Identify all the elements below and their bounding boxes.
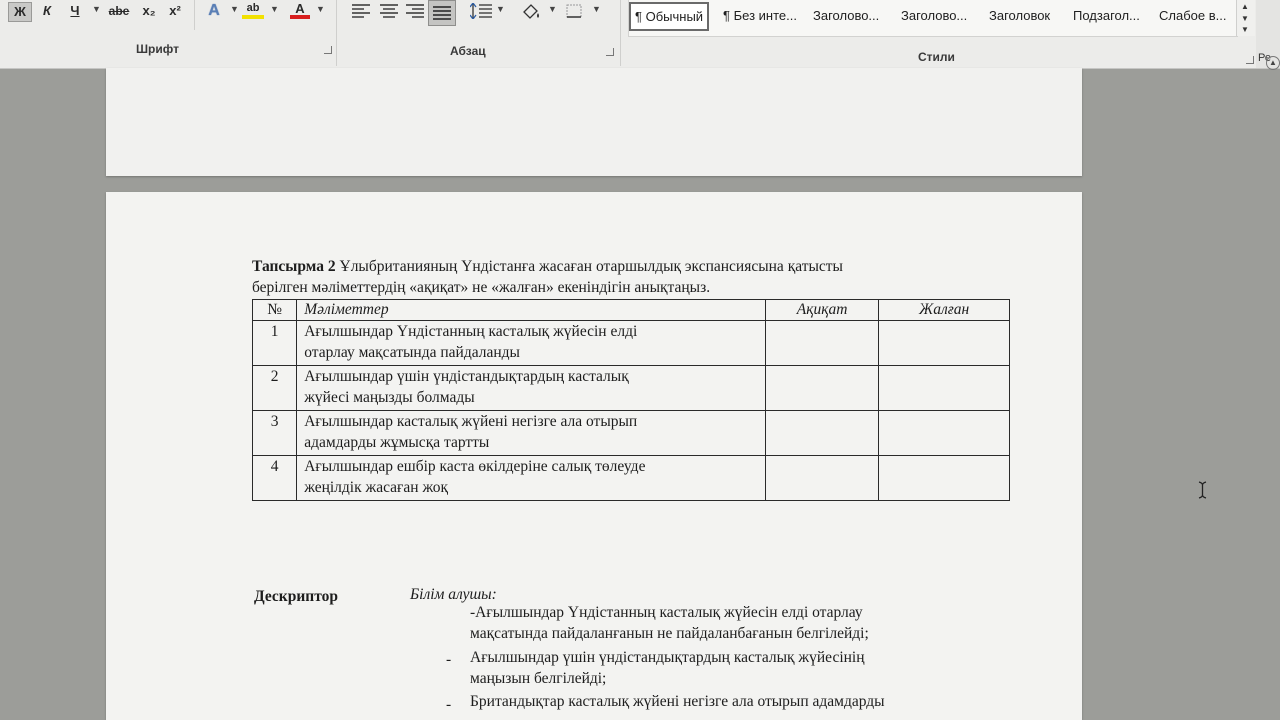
descriptor-line: мақсатында пайдаланғанын не пайдаланбағанын белгілейді; bbox=[470, 625, 869, 642]
row-fact-line: адамдарды жұмысқа тартты bbox=[304, 434, 490, 451]
row-fact-line: Ағылшындар үшін үндістандықтардың касталық bbox=[304, 368, 629, 385]
justify-button[interactable] bbox=[428, 0, 456, 26]
style-heading-1[interactable]: Заголово... bbox=[813, 8, 880, 23]
paragraph-group-label: Абзац bbox=[450, 44, 486, 58]
row-fact[interactable] bbox=[297, 456, 766, 501]
subscript-button[interactable]: x₂ bbox=[142, 3, 156, 18]
shading-icon[interactable] bbox=[520, 2, 544, 20]
row-fact-line: жүйесі маңызды болмады bbox=[304, 389, 475, 406]
header-false: Жалған bbox=[879, 300, 1010, 321]
highlight-color-button[interactable]: ab bbox=[242, 2, 264, 19]
row-fact-line: жеңілдік жасаған жоқ bbox=[304, 479, 449, 496]
row-fact-line: отарлау мақсатында пайдаланды bbox=[304, 344, 520, 361]
gallery-up-icon[interactable]: ▲ bbox=[1241, 2, 1249, 11]
task-heading bbox=[252, 257, 843, 277]
table-row bbox=[253, 411, 1010, 456]
row-true-cell[interactable] bbox=[765, 366, 878, 411]
font-group-label: Шрифт bbox=[136, 42, 179, 56]
descriptor-label: Дескриптор bbox=[254, 588, 338, 605]
header-number: № bbox=[253, 300, 297, 321]
row-false-cell[interactable] bbox=[879, 366, 1010, 411]
line-spacing-icon[interactable] bbox=[470, 3, 492, 19]
ribbon-separator bbox=[336, 0, 337, 66]
highlight-dropdown-icon[interactable]: ▼ bbox=[270, 4, 279, 14]
align-center-icon[interactable] bbox=[380, 4, 398, 18]
task-heading-line2: берілген мәліметтердің «ақиқат» не «жалған» екеніндігін анықтаңыз. bbox=[252, 279, 711, 296]
style-title[interactable]: Заголовок bbox=[989, 8, 1051, 23]
style-normal[interactable]: ¶ Обычный bbox=[629, 2, 709, 31]
text-effects-button[interactable]: A bbox=[208, 2, 220, 19]
align-left-icon[interactable] bbox=[352, 4, 370, 18]
styles-group-label: Стили bbox=[918, 50, 955, 64]
style-subtitle[interactable]: Подзагол... bbox=[1073, 8, 1140, 23]
descriptor-line: Британдықтар касталық жүйені негізге ала отырып адамдарды bbox=[470, 693, 885, 710]
text-cursor-icon bbox=[1198, 481, 1207, 499]
styles-gallery-scroll[interactable] bbox=[1236, 0, 1255, 36]
row-true-cell[interactable] bbox=[765, 456, 878, 501]
descriptor-bullet: - bbox=[446, 651, 452, 668]
replace-label[interactable]: Ре bbox=[1258, 52, 1271, 64]
styles-gallery bbox=[628, 0, 1238, 37]
style-heading-2[interactable]: Заголово... bbox=[901, 8, 968, 23]
row-fact-line: Ағылшындар Үндістанның касталық жүйесін елді bbox=[304, 323, 638, 340]
line-spacing-dropdown-icon[interactable]: ▼ bbox=[496, 4, 505, 14]
gallery-more-icon[interactable]: ▼ bbox=[1241, 25, 1249, 34]
previous-page bbox=[106, 68, 1082, 176]
learner-label: Білім алушы: bbox=[410, 586, 497, 603]
row-true-cell[interactable] bbox=[765, 321, 878, 366]
table-header-row bbox=[253, 300, 1010, 321]
descriptor-line: Ағылшындар үшін үндістандықтардың касталық жүйесінің bbox=[470, 649, 865, 666]
shading-dropdown-icon[interactable]: ▼ bbox=[548, 4, 557, 14]
task-heading-number: Тапсырма 2 bbox=[252, 258, 336, 275]
ribbon bbox=[0, 0, 1280, 69]
align-right-icon[interactable] bbox=[406, 4, 424, 18]
row-number: 2 bbox=[253, 366, 297, 411]
table-row bbox=[253, 456, 1010, 501]
row-number: 4 bbox=[253, 456, 297, 501]
row-false-cell[interactable] bbox=[879, 456, 1010, 501]
bold-button[interactable]: Ж bbox=[8, 2, 32, 22]
style-no-spacing[interactable]: ¶ Без инте... bbox=[723, 8, 797, 23]
font-color-dropdown-icon[interactable]: ▼ bbox=[316, 4, 325, 14]
ribbon-separator bbox=[620, 0, 621, 66]
justify-icon bbox=[433, 6, 451, 20]
superscript-button[interactable]: x² bbox=[169, 3, 181, 18]
row-number: 1 bbox=[253, 321, 297, 366]
descriptor-line: маңызын белгілейді; bbox=[470, 670, 607, 687]
task-heading-text: Ұлыбританияның Үндістанға жасаған отаршылдық экспансиясына қатысты bbox=[335, 258, 843, 275]
font-color-button[interactable]: A bbox=[290, 2, 310, 19]
header-facts: Мәліметтер bbox=[297, 300, 766, 321]
row-fact-line: Ағылшындар касталық жүйені негізге ала отырып bbox=[304, 413, 638, 430]
row-true-cell[interactable] bbox=[765, 411, 878, 456]
row-number: 3 bbox=[253, 411, 297, 456]
style-subtle-emphasis[interactable]: Слабое в... bbox=[1159, 8, 1227, 23]
descriptor-bullet: - bbox=[446, 696, 452, 713]
row-fact[interactable] bbox=[297, 366, 766, 411]
borders-dropdown-icon[interactable]: ▼ bbox=[592, 4, 601, 14]
strikethrough-button[interactable]: abe bbox=[108, 4, 130, 18]
underline-dropdown-icon[interactable]: ▼ bbox=[92, 4, 101, 14]
borders-icon[interactable] bbox=[566, 4, 582, 18]
ribbon-separator bbox=[194, 0, 195, 30]
table-row bbox=[253, 321, 1010, 366]
row-fact[interactable] bbox=[297, 321, 766, 366]
italic-button[interactable]: К bbox=[43, 3, 51, 18]
row-fact[interactable] bbox=[297, 411, 766, 456]
facts-table bbox=[252, 299, 1010, 501]
row-fact-line: Ағылшындар ешбір каста өкілдеріне салық төлеуде bbox=[304, 458, 646, 475]
header-true: Ақиқат bbox=[765, 300, 878, 321]
collapse-ribbon-icon[interactable]: ▲ bbox=[1266, 56, 1280, 70]
paragraph-dialog-launcher-icon[interactable] bbox=[606, 48, 614, 56]
font-dialog-launcher-icon[interactable] bbox=[324, 46, 332, 54]
gallery-down-icon[interactable]: ▼ bbox=[1241, 14, 1249, 23]
styles-dialog-launcher-icon[interactable] bbox=[1246, 56, 1254, 64]
table-row bbox=[253, 366, 1010, 411]
text-effects-dropdown-icon[interactable]: ▼ bbox=[230, 4, 239, 14]
descriptor-line: -Ағылшындар Үндістанның касталық жүйесін елді отарлау bbox=[470, 604, 863, 621]
row-false-cell[interactable] bbox=[879, 411, 1010, 456]
underline-button[interactable]: Ч bbox=[70, 3, 80, 18]
row-false-cell[interactable] bbox=[879, 321, 1010, 366]
